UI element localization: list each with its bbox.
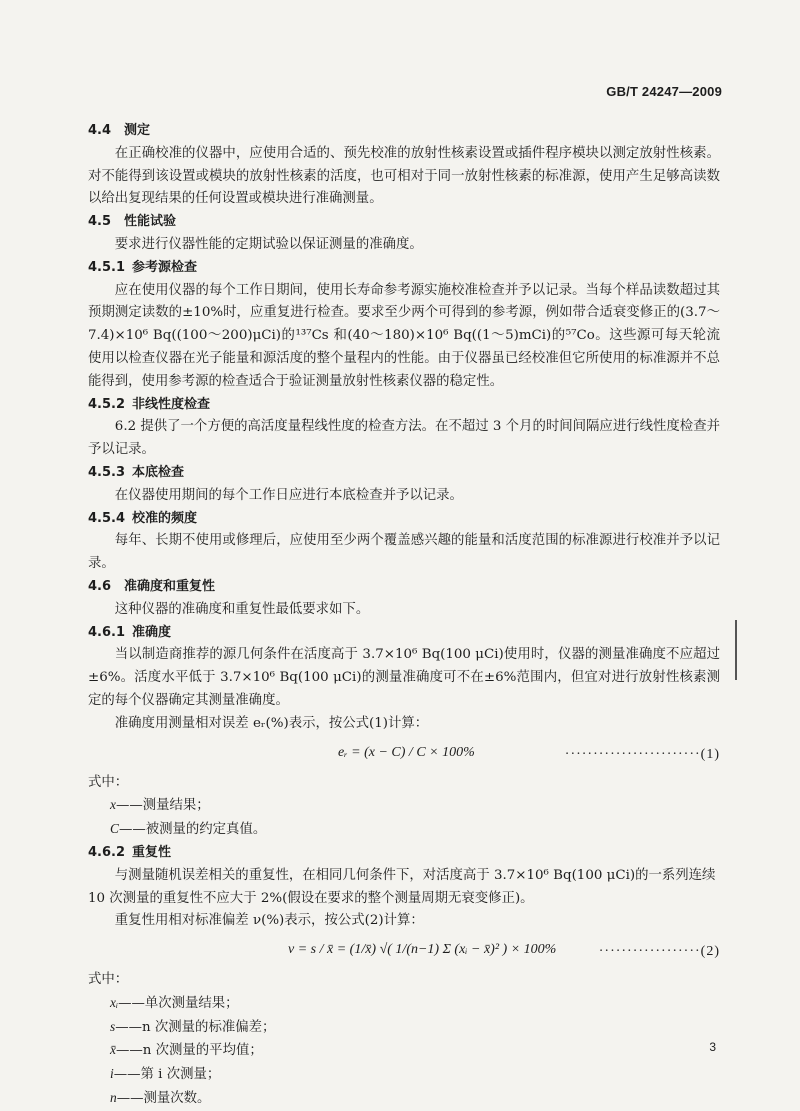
standard-number: GB/T 24247—2009 [606,84,722,99]
section-heading: 4.5.3 本底检查 [88,464,185,480]
definition-item: C——被测量的约定真值。 [110,821,267,838]
paragraph: 要求进行仪器性能的定期试验以保证测量的准确度。 [114,236,423,252]
document-body [88,120,720,1111]
definition-item: x̄——n 次测量的平均值； [110,1042,263,1059]
formula-number: ························(1) [564,746,720,762]
where-label: 式中： [88,774,129,790]
section-heading: 4.6.1 准确度 [88,624,172,640]
page-number: 3 [709,1040,716,1054]
where-label: 式中： [88,972,129,988]
section-heading: 4.5.2 非线性度检查 [88,396,211,412]
margin-rule [735,620,737,680]
definition-item: x——测量结果； [110,797,210,814]
paragraph: 与测量随机误差相关的重复性，在相同几何条件下，对活度高于 3.7×10⁶ Bq(100 μCi)的一系列连续 10 次测量的重复性不应大于 2%(假设在要求的整个测量周期无衰变修正)。 [88,867,716,906]
paragraph: 6.2 提供了一个方便的高活度量程线性度的检查方法。在不超过 3 个月的时间间隔应进行线性度检查并予以记录。 [88,419,720,458]
formula-2 [88,933,720,969]
formula-1 [88,736,720,772]
section-heading: 4.6 准确度和重复性 [88,578,216,594]
paragraph: 准确度用测量相对误差 eᵣ(%)表示，按公式(1)计算： [114,715,429,731]
section-heading: 4.5 性能试验 [88,214,177,230]
paragraph: 在正确校准的仪器中，应使用合适的、预先校准的放射性核素设置或插件程序模块以测定放射性核素。对不能得到该设置或模块的放射性核素的活度，也可相对于同一放射性核素的标准源，使用产生足够高读数以给出复现结果的任何设置或模块进行准确测量。 [88,145,720,207]
section-heading: 4.5.1 参考源检查 [88,259,198,275]
paragraph: 应在使用仪器的每个工作日期间，使用长寿命参考源实施校准检查并予以记录。当每个样品读数超过其预期测定读数的±10%时，应重复进行检查。要求至少两个可得到的参考源，例如带合适衰变修正的(3.7～7.4)×10⁶ Bq((100～200)μCi)的¹³⁷Cs 和(40～180)×10⁶ Bq((1～5)mCi)的⁵⁷Co。这些源可每天轮流使用以检查仪器在光子能量和源活度的整个量程内的性能。由于仪器虽已经校准但它所使用的标准源并不总能得到，使用参考源的检查适合于验证测量放射性核素仪器的稳定性。 [88,282,720,389]
definition-item: s——n 次测量的标准偏差； [110,1018,276,1035]
section-heading: 4.6.2 重复性 [88,844,172,860]
section-heading: 4.4 测定 [88,123,151,138]
formula-expression: eᵣ = (x − C) / C × 100% [338,744,475,760]
definition-item: n——测量次数。 [110,1090,211,1107]
paragraph: 当以制造商推荐的源几何条件在活度高于 3.7×10⁶ Bq(100 μCi)使用时，仪器的测量准确度不应超过±6%。活度水平低于 3.7×10⁶ Bq(100 μCi)的测量准确度可不在±6%范围内，但宜对进行放射性核素测定的每个仪器确定其测量准确度。 [88,647,720,708]
paragraph: 每年、长期不使用或修理后，应使用至少两个覆盖感兴趣的能量和活度范围的标准源进行校准并予以记录。 [88,533,720,572]
definition-item: i——第 i 次测量； [110,1066,221,1083]
section-heading: 4.5.4 校准的频度 [88,510,198,526]
formula-expression: ν = s / x̄ = (1/x̄) √( 1/(n−1) Σ (xᵢ − x̄)² ) × 100% [288,942,557,958]
paragraph: 在仪器使用期间的每个工作日应进行本底检查并予以记录。 [114,487,463,503]
paragraph: 这种仪器的准确度和重复性最低要求如下。 [114,601,370,617]
paragraph: 重复性用相对标准偏差 ν(%)表示，按公式(2)计算： [114,913,424,929]
definition-item: xᵢ——单次测量结果； [110,994,239,1011]
formula-number: ··················(2) [598,944,720,960]
